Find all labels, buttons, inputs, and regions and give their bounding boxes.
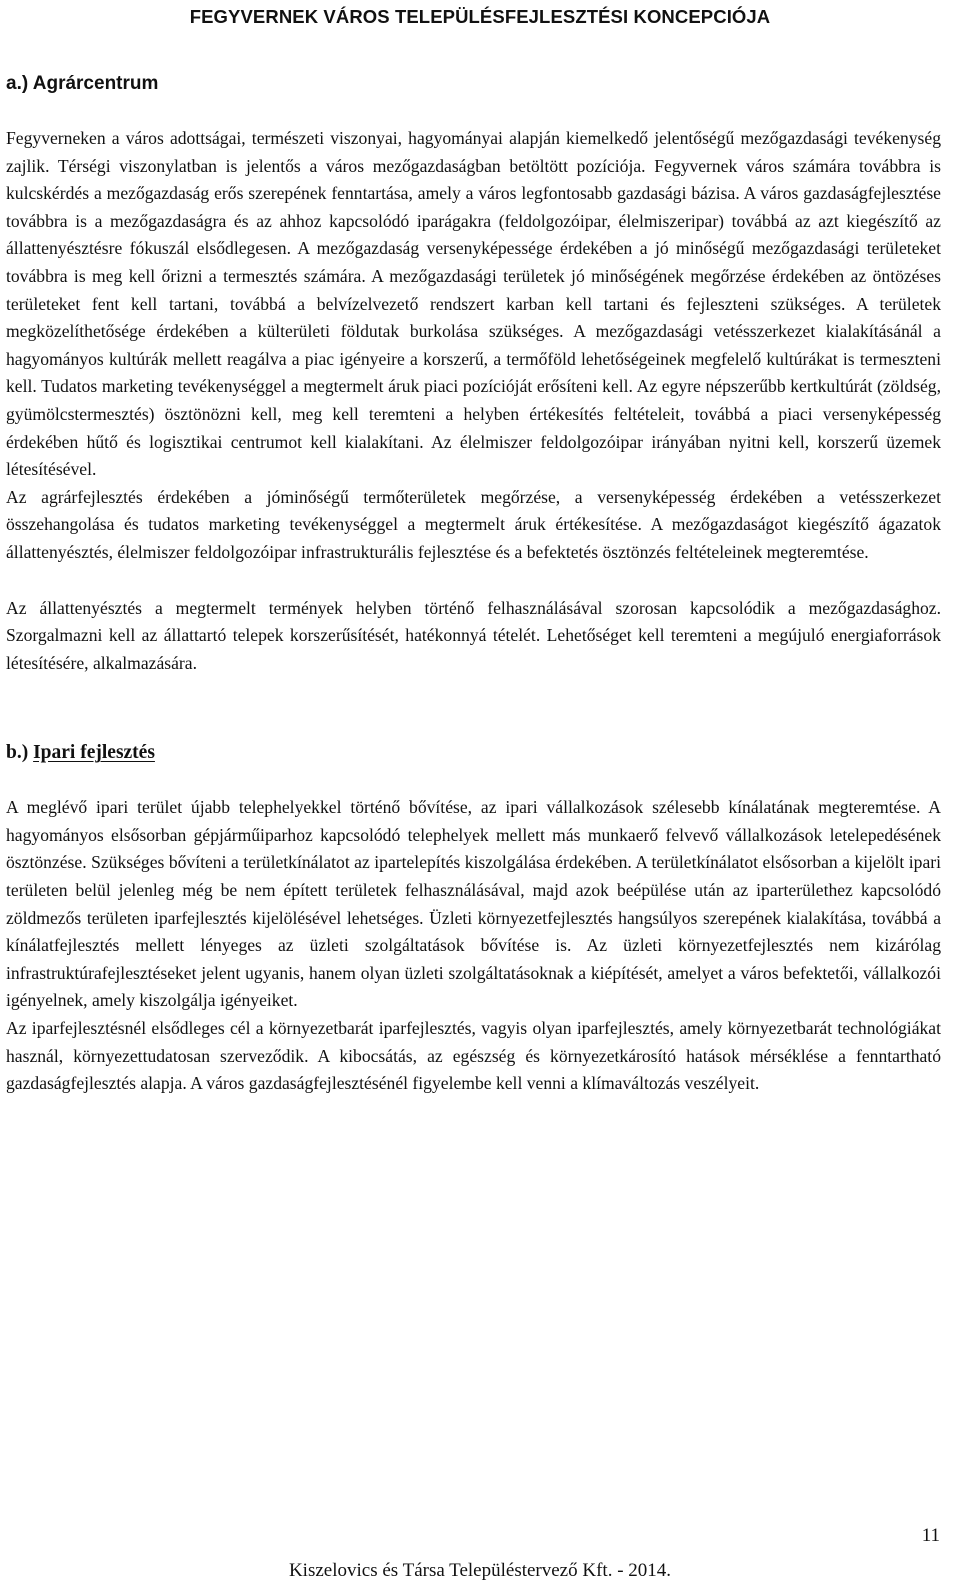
paragraph-agrar-development: Az agrárfejlesztés érdekében a jóminőségű termőterületek megőrzése, a versenyképesség érdekében a vetésszerkezet összehangolása és tudatos marketing tevékenységgel a megtermelt áruk értékesítése. A mezőgazdaságot kiegészítő ágazatok állattenyésztés, élelmiszer feldolgozóipar infrastrukturális fejlesztése és a befektetés ösztönzés feltételeinek megteremtése. xyxy=(6,486,941,562)
paragraph-livestock: Az állattenyésztés a megtermelt termények helyben történő felhasználásával szorosan kapcsolódik a mezőgazdasághoz. Szorgalmazni kell az állattartó telepek korszerűsítését, hatékonnyá tételét. Lehetőséget kell teremteni a megújuló energiaforrások létesítésére, alkalmazására. xyxy=(6,597,941,673)
paragraph-agrar-intro: Fegyverneken a város adottságai, természeti viszonyai, hagyományai alapján kiemelkedő jelentőségű mezőgazdasági tevékenység zajlik. Térségi viszonylatban is jelentős a város mezőgazdaságban betöltött pozíciója. Fegyvernek város számára továbbra is kulcskérdés a mezőgazdaság erős szerepének fenntartása, amely a város legfontosabb gazdasági bázisa. A város gazdaságfejlesztése továbbra is a mezőgazdaságra és az ahhoz kapcsolódó iparágakra (feldolgozóipar, élelmiszeripar) továbbá az azt kiegészítő az állattenyésztésre fókuszál elsődlegesen. A mezőgazdaság versenyképessége érdekében a jó minőségű mezőgazdasági területeket továbbra is meg kell őrizni a termesztés számára. A mezőgazdasági területek jó minőségének megőrzése érdekében az öntözéses területeket fent kell tartani, továbbá a belvízelvezető rendszert karban kell tartani és fejleszteni szükséges. A területek megközelíthetősége érdekében a külterületi földutak burkolása szükséges. A mezőgazdasági vetésszerkezet kialakításánál a hagyományos kultúrák mellett reagálva a piac igényeire a korszerű, a termőföld lehetőségeinek megfelelő kultúrákat is termeszteni kell. Tudatos marketing tevékenységgel a megtermelt áruk piaci pozícióját erősíteni kell. Az egyre népszerűbb kertkultúrát (zöldség, gyümölcstermesztés) ösztönözni kell, meg kell teremteni a helyben értékesítés feltételeit, továbbá a piaci versenyképesség érdekében hűtő és logisztikai centrumot kell kialakítani. Az élelmiszer feldolgozóipar irányában nyitni kell, korszerű üzemek létesítésével. xyxy=(6,128,941,480)
spacer xyxy=(6,677,941,739)
page-number: 11 xyxy=(921,1525,940,1546)
spacer xyxy=(6,98,941,125)
page-footer: Kiszelovics és Társa Településtervező Kft. - 2014. xyxy=(288,1560,672,1581)
section-prefix: b.) xyxy=(6,742,29,764)
section-heading-agrarcentrum: a.) Agrárcentrum xyxy=(6,73,159,94)
running-header: FEGYVERNEK VÁROS TELEPÜLÉSFEJLESZTÉSI KONCEPCIÓJA xyxy=(189,6,771,27)
section-title: Ipari fejlesztés xyxy=(33,742,155,764)
page-content xyxy=(6,70,941,1098)
section-heading-ipari-fejlesztes xyxy=(6,739,941,767)
spacer xyxy=(6,567,941,595)
paragraph-eco-industry: Az iparfejlesztésnél elsődleges cél a környezetbarát iparfejlesztés, vagyis olyan iparfejlesztés, amely környezetbarát technológiákat használ, környezettudatosan szerveződik. A kibocsátás, az egészség és környezetkárosító hatások mérséklése a fenntartható gazdaságfejlesztés alapja. A város gazdaságfejlesztésénél figyelembe kell venni a klímaváltozás veszélyeit. xyxy=(6,1018,941,1094)
spacer xyxy=(6,767,941,794)
paragraph-industrial-expansion: A meglévő ipari terület újabb telephelyekkel történő bővítése, az ipari vállalkozások szélesebb kínálatának megteremtése. A hagyományos elsősorban gépjárműiparhoz kapcsolódó telephelyek mellett más munkaerő felvevő vállalkozások letelepedésének ösztönzése. Szükséges bővíteni a területkínálatot az ipartelepítés kiszolgálása érdekében. A területkínálatot elsősorban a kijelölt ipari területen belül jelenleg még be nem épített területek felhasználásával, majd azok beépülése után az iparterülethez kapcsolódó zöldmezős területen iparfejlesztés kijelölésével lehetséges. Üzleti környezetfejlesztés hangsúlyos szerepének kialakítása, továbbá a kínálatfejlesztés mellett lényeges az üzleti szolgáltatások bővítése is. Az üzleti környezetfejlesztés nem kizárólag infrastruktúrafejlesztéseket jelent ugyanis, hanem olyan üzleti szolgáltatásoknak a kiépítését, amelyet a város befektetői, vállalkozói igényelnek, amely kiszolgálja igényeiket. xyxy=(6,797,941,1011)
